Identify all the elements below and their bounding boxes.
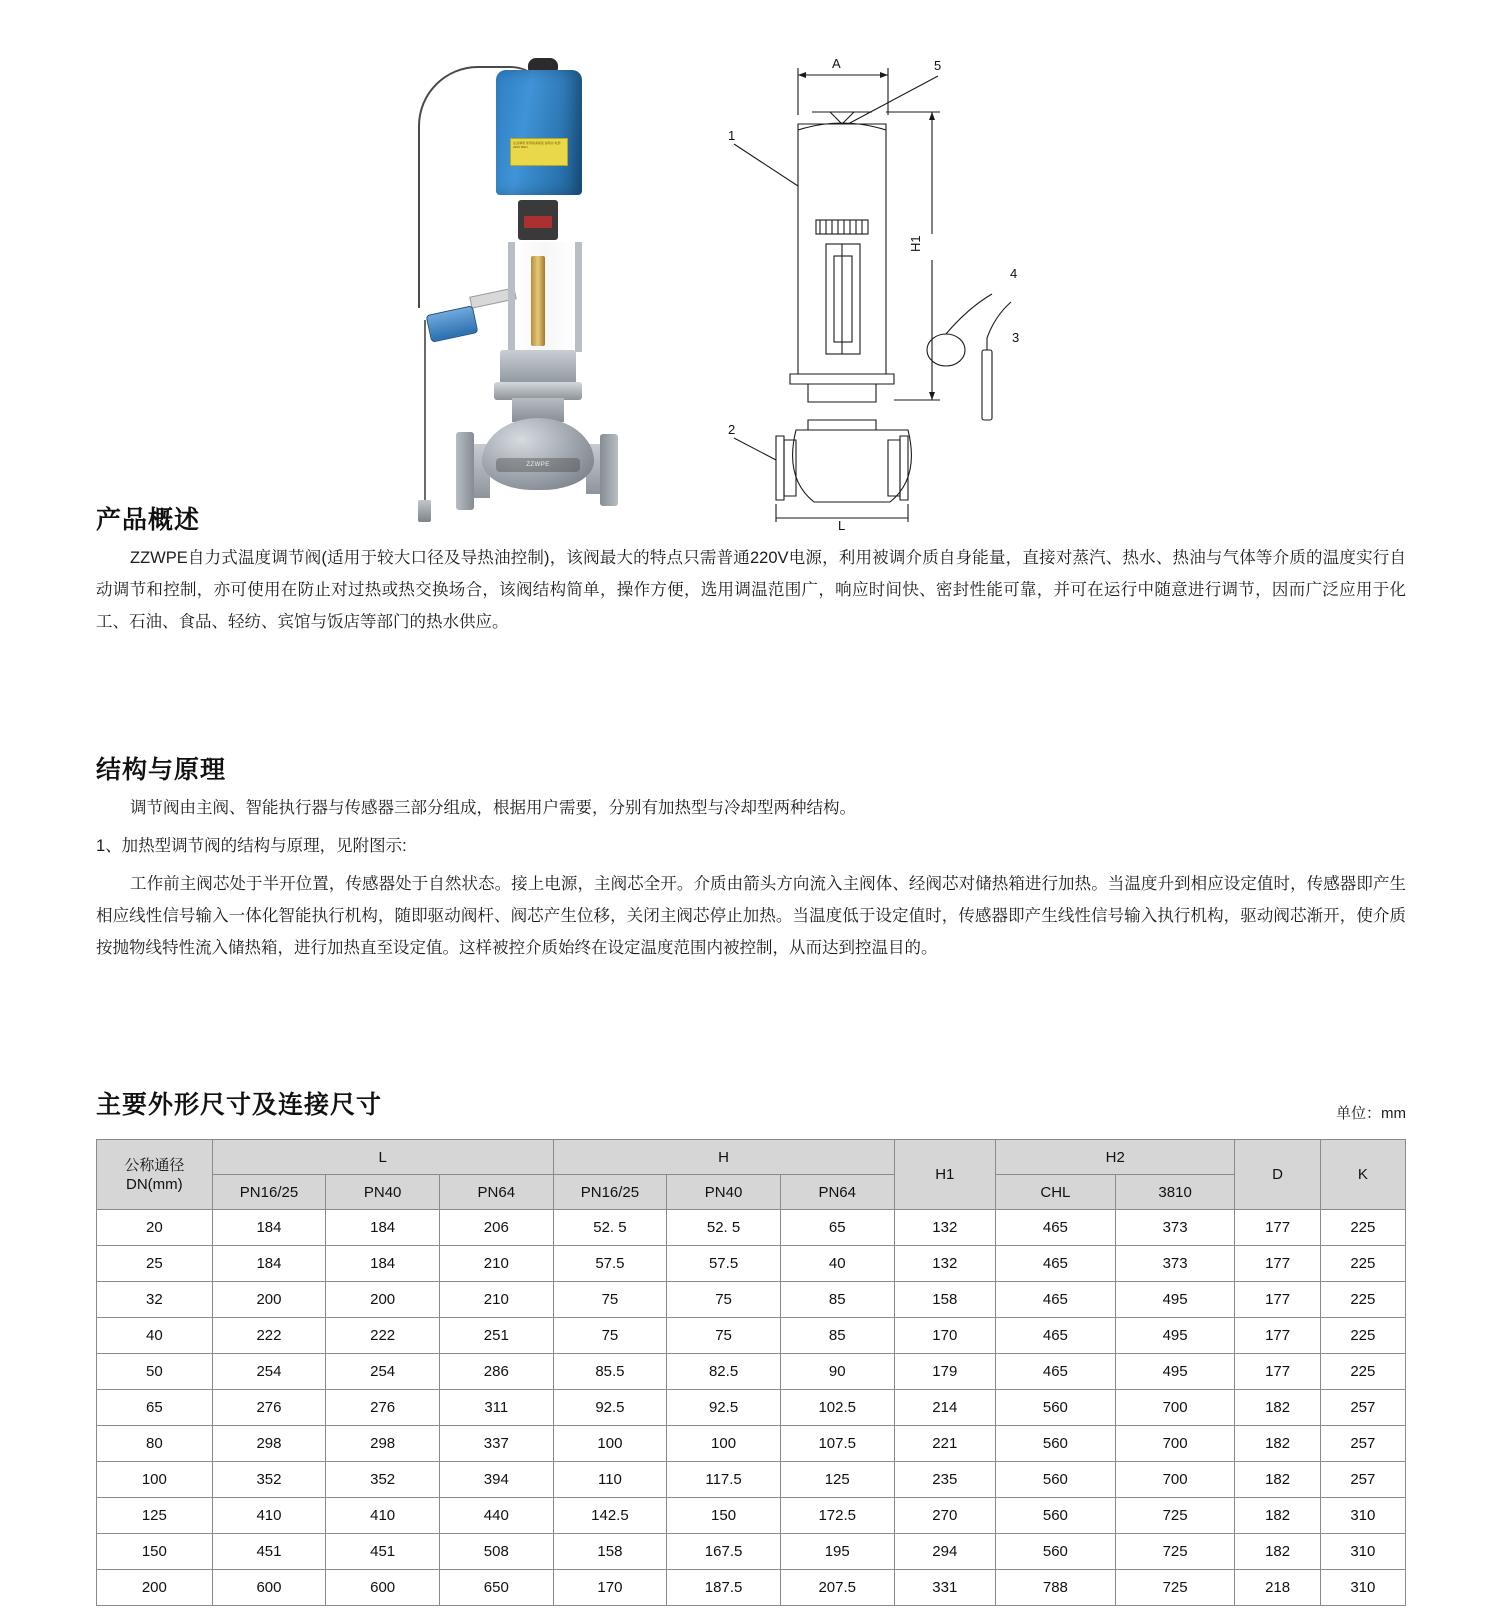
cell: 200 — [212, 1282, 326, 1318]
cell: 132 — [894, 1210, 995, 1246]
cell: 254 — [326, 1354, 440, 1390]
cell: 206 — [439, 1210, 553, 1246]
cell: 82.5 — [667, 1354, 781, 1390]
dimensions-table — [96, 1139, 1406, 1606]
valve-photo — [400, 20, 700, 510]
dim-label-a: A — [832, 56, 841, 71]
structure-paragraph-2: 1、加热型调节阀的结构与原理，见附图示: — [96, 837, 407, 855]
warning-label: 注意事项 使用前请阅读 说明书 电源220V 50Hz — [510, 138, 568, 166]
callout-5: 5 — [934, 58, 942, 73]
cell: 560 — [996, 1390, 1116, 1426]
cell: 75 — [553, 1318, 667, 1354]
cell: 495 — [1115, 1318, 1235, 1354]
cell: 508 — [439, 1534, 553, 1570]
section-dimensions — [96, 1085, 1406, 1606]
cell: 373 — [1115, 1246, 1235, 1282]
cell: 107.5 — [780, 1426, 894, 1462]
cell: 100 — [553, 1426, 667, 1462]
cell: 298 — [326, 1426, 440, 1462]
cell: 184 — [212, 1210, 326, 1246]
cell: 57.5 — [553, 1246, 667, 1282]
cell: 40 — [780, 1246, 894, 1282]
cell: 337 — [439, 1426, 553, 1462]
cell: 177 — [1235, 1210, 1320, 1246]
cell: 40 — [97, 1318, 213, 1354]
cell: 200 — [326, 1282, 440, 1318]
table-row — [97, 1318, 1406, 1354]
cell: 225 — [1320, 1354, 1405, 1390]
table-header — [97, 1140, 1406, 1210]
th-H: H — [553, 1140, 894, 1175]
table-header-row-2 — [97, 1175, 1406, 1210]
cell: 182 — [1235, 1462, 1320, 1498]
th-dn-line2: DN(mm) — [126, 1175, 183, 1193]
section-product-overview — [96, 500, 1406, 638]
unit-note: 单位：mm — [1336, 1105, 1406, 1122]
table-row — [97, 1498, 1406, 1534]
cell: 465 — [996, 1246, 1116, 1282]
cell: 177 — [1235, 1246, 1320, 1282]
cell: 700 — [1115, 1390, 1235, 1426]
dim-label-h1: H1 — [908, 235, 923, 252]
section-title-structure: 结构与原理 — [96, 756, 227, 784]
cell: 257 — [1320, 1390, 1405, 1426]
table-row — [97, 1426, 1406, 1462]
callout-3: 3 — [1012, 330, 1020, 345]
cell: 210 — [439, 1282, 553, 1318]
cell: 52. 5 — [553, 1210, 667, 1246]
cell: 172.5 — [780, 1498, 894, 1534]
valve-bonnet-icon — [500, 350, 576, 384]
cell: 650 — [439, 1570, 553, 1606]
drawing-svg — [720, 20, 1100, 533]
cell: 187.5 — [667, 1570, 781, 1606]
cell: 90 — [780, 1354, 894, 1390]
th-H-pn40: PN40 — [667, 1175, 781, 1210]
cell: 75 — [553, 1282, 667, 1318]
th-D: D — [1235, 1140, 1320, 1210]
cell: 495 — [1115, 1354, 1235, 1390]
cell: 150 — [97, 1534, 213, 1570]
th-L-pn64: PN64 — [439, 1175, 553, 1210]
cell: 560 — [996, 1426, 1116, 1462]
cell: 270 — [894, 1498, 995, 1534]
electric-actuator-icon — [496, 70, 582, 195]
cell: 235 — [894, 1462, 995, 1498]
cell: 142.5 — [553, 1498, 667, 1534]
cell: 465 — [996, 1354, 1116, 1390]
cell: 254 — [212, 1354, 326, 1390]
cell: 465 — [996, 1210, 1116, 1246]
cell: 310 — [1320, 1498, 1405, 1534]
cell: 225 — [1320, 1210, 1405, 1246]
cell: 177 — [1235, 1282, 1320, 1318]
cell: 150 — [667, 1498, 781, 1534]
cell: 310 — [1320, 1534, 1405, 1570]
actuator-display-icon — [518, 200, 558, 240]
cell: 200 — [97, 1570, 213, 1606]
cell: 32 — [97, 1282, 213, 1318]
cell: 352 — [326, 1462, 440, 1498]
section-title-overview: 产品概述 — [96, 506, 201, 534]
th-L: L — [212, 1140, 553, 1175]
cell: 221 — [894, 1426, 995, 1462]
cell: 725 — [1115, 1534, 1235, 1570]
technical-drawing — [720, 20, 1100, 533]
table-row — [97, 1282, 1406, 1318]
cell: 465 — [996, 1318, 1116, 1354]
cell: 102.5 — [780, 1390, 894, 1426]
cell: 286 — [439, 1354, 553, 1390]
cell: 207.5 — [780, 1570, 894, 1606]
cell: 177 — [1235, 1354, 1320, 1390]
table-row — [97, 1534, 1406, 1570]
table-body — [97, 1210, 1406, 1606]
cell: 222 — [212, 1318, 326, 1354]
cell: 214 — [894, 1390, 995, 1426]
cell: 560 — [996, 1462, 1116, 1498]
cell: 276 — [326, 1390, 440, 1426]
cell: 410 — [326, 1498, 440, 1534]
cell: 298 — [212, 1426, 326, 1462]
cell: 158 — [553, 1534, 667, 1570]
cell: 85 — [780, 1318, 894, 1354]
table-row — [97, 1390, 1406, 1426]
cell: 182 — [1235, 1498, 1320, 1534]
cell: 225 — [1320, 1246, 1405, 1282]
cell: 222 — [326, 1318, 440, 1354]
table-row — [97, 1210, 1406, 1246]
inlet-flange-icon — [456, 432, 474, 510]
cell: 117.5 — [667, 1462, 781, 1498]
th-L-pn1625: PN16/25 — [212, 1175, 326, 1210]
section-structure-principle — [96, 750, 1406, 964]
cell: 560 — [996, 1534, 1116, 1570]
table-row — [97, 1354, 1406, 1390]
cell: 600 — [212, 1570, 326, 1606]
cell: 75 — [667, 1318, 781, 1354]
cell: 85.5 — [553, 1354, 667, 1390]
cell: 170 — [894, 1318, 995, 1354]
cell: 184 — [212, 1246, 326, 1282]
cell: 410 — [212, 1498, 326, 1534]
cell: 85 — [780, 1282, 894, 1318]
th-H2-chl: CHL — [996, 1175, 1116, 1210]
cell: 80 — [97, 1426, 213, 1462]
cell: 184 — [326, 1246, 440, 1282]
cell: 65 — [780, 1210, 894, 1246]
section-title-dimensions: 主要外形尺寸及连接尺寸 — [96, 1091, 383, 1119]
cell: 65 — [97, 1390, 213, 1426]
cell: 251 — [439, 1318, 553, 1354]
overview-paragraph: ZZWPE自力式温度调节阀(适用于较大口径及导热油控制)，该阀最大的特点只需普通220V电源，利用被调介质自身能量，直接对蒸汽、热水、热油与气体等介质的温度实行自动调节和控制，亦可使用在防止对过热或热交换场合，该阀结构简单，操作方便，选用调温范围广，响应时间快、密封性能可靠，并可在运行中随意进行调节，因而广泛应用于化工、石油、食品、轻纺、宾馆与饭店等部门的热水供应。 — [96, 549, 1406, 631]
cell: 600 — [326, 1570, 440, 1606]
cell: 52. 5 — [667, 1210, 781, 1246]
cell: 57.5 — [667, 1246, 781, 1282]
valve-body-icon — [482, 418, 594, 490]
th-H2: H2 — [996, 1140, 1235, 1175]
cell: 495 — [1115, 1282, 1235, 1318]
cell: 179 — [894, 1354, 995, 1390]
th-H1: H1 — [894, 1140, 995, 1210]
table-row — [97, 1462, 1406, 1498]
cell: 182 — [1235, 1426, 1320, 1462]
dim-label-l: L — [838, 518, 846, 533]
th-dn-line1: 公称通径 — [124, 1156, 185, 1174]
power-plug-icon — [426, 305, 479, 342]
cell: 210 — [439, 1246, 553, 1282]
cell: 170 — [553, 1570, 667, 1606]
cell: 167.5 — [667, 1534, 781, 1570]
cell: 310 — [1320, 1570, 1405, 1606]
cell: 725 — [1115, 1570, 1235, 1606]
structure-paragraph-3: 工作前主阀芯处于半开位置，传感器处于自然状态。接上电源，主阀芯全开。介质由箭头方向流入主阀体、经阀芯对储热箱进行加热。当温度升到相应设定值时，传感器即产生相应线性信号输入一体化智能执行机构，随即驱动阀杆、阀芯产生位移，关闭主阀芯停止加热。当温度低于设定值时，传感器即产生线性信号输入执行机构，驱动阀芯渐开，使介质按抛物线特性流入储热箱，进行加热直至设定值。这样被控介质始终在设定温度范围内被控制，从而达到控温目的。 — [96, 875, 1406, 957]
callout-4: 4 — [1010, 266, 1018, 281]
cell: 100 — [667, 1426, 781, 1462]
cell: 158 — [894, 1282, 995, 1318]
dimensions-header-row — [96, 1085, 1406, 1127]
cell: 225 — [1320, 1282, 1405, 1318]
cell: 92.5 — [667, 1390, 781, 1426]
cell: 92.5 — [553, 1390, 667, 1426]
table-row — [97, 1570, 1406, 1606]
cell: 50 — [97, 1354, 213, 1390]
callout-1: 1 — [728, 128, 736, 143]
th-dn — [97, 1140, 213, 1210]
cell: 110 — [553, 1462, 667, 1498]
cell: 700 — [1115, 1462, 1235, 1498]
valve-body-marking: ZZWPE — [496, 458, 580, 472]
th-H-pn64: PN64 — [780, 1175, 894, 1210]
table-row — [97, 1246, 1406, 1282]
cell: 75 — [667, 1282, 781, 1318]
cell: 331 — [894, 1570, 995, 1606]
cell: 394 — [439, 1462, 553, 1498]
th-H2-3810: 3810 — [1115, 1175, 1235, 1210]
cell: 182 — [1235, 1534, 1320, 1570]
outlet-flange-icon — [600, 434, 618, 506]
cell: 560 — [996, 1498, 1116, 1534]
cell: 465 — [996, 1282, 1116, 1318]
cell: 373 — [1115, 1210, 1235, 1246]
cell: 125 — [97, 1498, 213, 1534]
figures-area — [0, 0, 1500, 533]
cell: 257 — [1320, 1462, 1405, 1498]
table-header-row-1 — [97, 1140, 1406, 1175]
cell: 20 — [97, 1210, 213, 1246]
cell: 700 — [1115, 1426, 1235, 1462]
cell: 132 — [894, 1246, 995, 1282]
cell: 451 — [212, 1534, 326, 1570]
cell: 125 — [780, 1462, 894, 1498]
cell: 225 — [1320, 1318, 1405, 1354]
cell: 195 — [780, 1534, 894, 1570]
cell: 440 — [439, 1498, 553, 1534]
cell: 257 — [1320, 1426, 1405, 1462]
cell: 788 — [996, 1570, 1116, 1606]
callout-2: 2 — [728, 422, 736, 437]
cell: 177 — [1235, 1318, 1320, 1354]
cell: 182 — [1235, 1390, 1320, 1426]
cell: 451 — [326, 1534, 440, 1570]
cell: 25 — [97, 1246, 213, 1282]
valve-stem-icon — [531, 256, 545, 346]
cell: 218 — [1235, 1570, 1320, 1606]
valve-yoke-icon — [508, 242, 582, 352]
cell: 294 — [894, 1534, 995, 1570]
th-K: K — [1320, 1140, 1405, 1210]
cell: 100 — [97, 1462, 213, 1498]
cell: 184 — [326, 1210, 440, 1246]
cell: 725 — [1115, 1498, 1235, 1534]
th-L-pn40: PN40 — [326, 1175, 440, 1210]
sensor-capillary-icon — [424, 320, 426, 516]
structure-paragraph-1: 调节阀由主阀、智能执行器与传感器三部分组成，根据用户需要，分别有加热型与冷却型两种结构。 — [130, 799, 856, 817]
cell: 352 — [212, 1462, 326, 1498]
cell: 276 — [212, 1390, 326, 1426]
cell: 311 — [439, 1390, 553, 1426]
th-H-pn1625: PN16/25 — [553, 1175, 667, 1210]
